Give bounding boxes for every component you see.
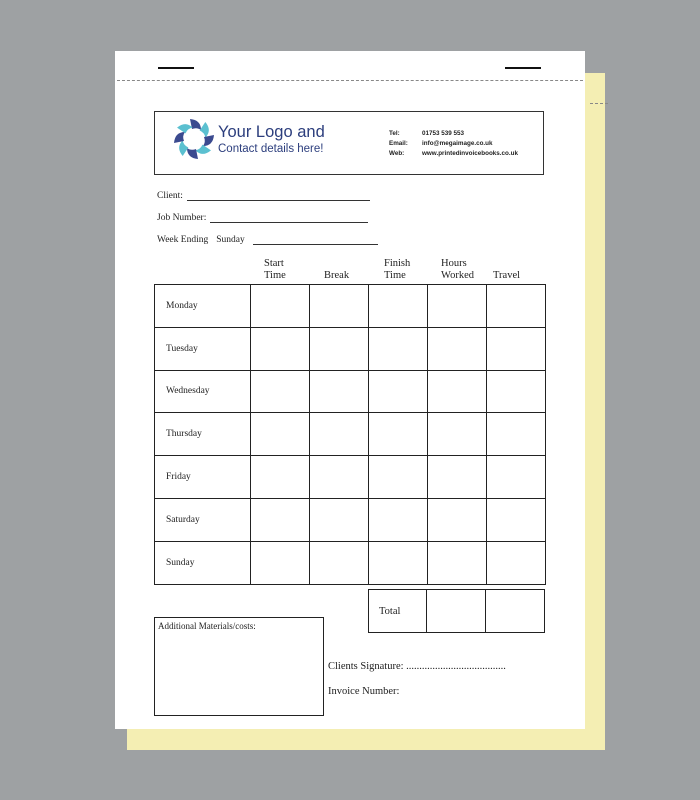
finish-time-cell[interactable] bbox=[369, 285, 428, 328]
binding-mark-right bbox=[505, 67, 541, 69]
finish-time-cell[interactable] bbox=[369, 370, 428, 413]
day-row-friday bbox=[155, 456, 546, 499]
finish-time-line2: Time bbox=[384, 270, 406, 281]
break-cell[interactable] bbox=[310, 327, 369, 370]
start-time-cell[interactable] bbox=[251, 327, 310, 370]
break-cell[interactable] bbox=[310, 413, 369, 456]
break-cell[interactable] bbox=[310, 456, 369, 499]
timesheet-page bbox=[115, 51, 585, 729]
day-label: Wednesday bbox=[155, 370, 251, 413]
total-label: Total bbox=[369, 590, 427, 633]
client-line bbox=[157, 191, 370, 201]
total-hours-cell[interactable] bbox=[427, 590, 486, 633]
day-row-monday bbox=[155, 285, 546, 328]
email-value: info@megaimage.co.uk bbox=[422, 140, 493, 147]
hours-worked-cell[interactable] bbox=[428, 498, 487, 541]
header-box bbox=[154, 111, 544, 175]
job-number-label: Job Number: bbox=[157, 213, 207, 223]
col-header-finish-time bbox=[384, 258, 410, 282]
day-label: Monday bbox=[155, 285, 251, 328]
additional-materials-label: Additional Materials/costs: bbox=[158, 621, 256, 631]
web-label: Web: bbox=[389, 150, 405, 157]
contact-row-email bbox=[389, 139, 518, 149]
travel-cell[interactable] bbox=[487, 413, 546, 456]
hours-worked-cell[interactable] bbox=[428, 413, 487, 456]
perforation-line bbox=[117, 80, 583, 81]
day-row-thursday bbox=[155, 413, 546, 456]
hours-worked-cell[interactable] bbox=[428, 285, 487, 328]
travel-cell[interactable] bbox=[487, 541, 546, 584]
start-time-cell[interactable] bbox=[251, 285, 310, 328]
start-time-cell[interactable] bbox=[251, 498, 310, 541]
hours-worked-line2: Worked bbox=[441, 270, 474, 281]
tel-label: Tel: bbox=[389, 130, 400, 137]
week-ending-line bbox=[157, 235, 378, 245]
logo-petal bbox=[174, 132, 185, 143]
additional-materials-box[interactable] bbox=[154, 617, 324, 716]
hours-worked-cell[interactable] bbox=[428, 541, 487, 584]
week-ending-field[interactable] bbox=[253, 235, 378, 245]
start-time-cell[interactable] bbox=[251, 413, 310, 456]
web-value: www.printedinvoicebooks.co.uk bbox=[422, 150, 518, 157]
day-row-wednesday bbox=[155, 370, 546, 413]
finish-time-cell[interactable] bbox=[369, 498, 428, 541]
day-row-sunday bbox=[155, 541, 546, 584]
col-header-hours-worked bbox=[441, 258, 474, 282]
finish-time-cell[interactable] bbox=[369, 541, 428, 584]
invoice-number-label: Invoice Number: bbox=[328, 686, 400, 697]
start-time-line2: Time bbox=[264, 270, 286, 281]
start-time-line1: Start bbox=[264, 258, 284, 269]
travel-cell[interactable] bbox=[487, 327, 546, 370]
finish-time-cell[interactable] bbox=[369, 413, 428, 456]
start-time-cell[interactable] bbox=[251, 456, 310, 499]
travel-cell[interactable] bbox=[487, 456, 546, 499]
start-time-cell[interactable] bbox=[251, 370, 310, 413]
col-header-travel: Travel bbox=[493, 270, 521, 281]
signature-line bbox=[328, 661, 506, 672]
day-label: Friday bbox=[155, 456, 251, 499]
timesheet-grid bbox=[154, 284, 546, 585]
day-label: Tuesday bbox=[155, 327, 251, 370]
finish-time-line1: Finish bbox=[384, 258, 411, 269]
finish-time-cell[interactable] bbox=[369, 327, 428, 370]
total-travel-cell[interactable] bbox=[486, 590, 545, 633]
col-header-start-time bbox=[264, 258, 286, 282]
week-ending-day: Sunday bbox=[216, 235, 245, 245]
logo-line-1: Your Logo and bbox=[218, 123, 325, 141]
logo-petal bbox=[190, 119, 201, 130]
total-row bbox=[368, 589, 545, 633]
client-field[interactable] bbox=[187, 191, 370, 201]
travel-cell[interactable] bbox=[487, 285, 546, 328]
break-cell[interactable] bbox=[310, 370, 369, 413]
logo-petal bbox=[175, 140, 191, 156]
day-row-saturday bbox=[155, 498, 546, 541]
contact-details bbox=[389, 129, 518, 159]
day-label: Thursday bbox=[155, 413, 251, 456]
hours-worked-cell[interactable] bbox=[428, 370, 487, 413]
day-label: Sunday bbox=[155, 541, 251, 584]
contact-row-web bbox=[389, 149, 518, 159]
logo-icon bbox=[171, 116, 217, 162]
job-number-line bbox=[157, 213, 368, 223]
travel-cell[interactable] bbox=[487, 370, 546, 413]
binding-mark-left bbox=[158, 67, 194, 69]
contact-row-tel bbox=[389, 129, 518, 139]
col-header-break: Break bbox=[324, 270, 350, 281]
week-ending-label: Week Ending bbox=[157, 235, 209, 245]
logo-line-2: Contact details here! bbox=[218, 143, 324, 155]
hours-worked-line1: Hours bbox=[441, 258, 467, 269]
email-label: Email: bbox=[389, 140, 408, 147]
logo-petal bbox=[198, 122, 214, 138]
job-number-field[interactable] bbox=[210, 213, 368, 223]
tel-value: 01753 539 553 bbox=[422, 130, 465, 137]
hours-worked-cell[interactable] bbox=[428, 327, 487, 370]
finish-time-cell[interactable] bbox=[369, 456, 428, 499]
logo-petal bbox=[195, 143, 211, 159]
break-cell[interactable] bbox=[310, 498, 369, 541]
logo-petal bbox=[203, 135, 214, 146]
logo-petal bbox=[177, 120, 193, 136]
carbon-copy-perforation bbox=[590, 103, 608, 104]
start-time-cell[interactable] bbox=[251, 541, 310, 584]
break-cell[interactable] bbox=[310, 541, 369, 584]
break-cell[interactable] bbox=[310, 285, 369, 328]
invoice-number-line bbox=[328, 686, 399, 697]
day-row-tuesday bbox=[155, 327, 546, 370]
signature-label: Clients Signature: bbox=[328, 661, 404, 672]
signature-field[interactable]: ...................................... bbox=[406, 661, 506, 672]
day-label: Saturday bbox=[155, 498, 251, 541]
client-label: Client: bbox=[157, 191, 183, 201]
hours-worked-cell[interactable] bbox=[428, 456, 487, 499]
travel-cell[interactable] bbox=[487, 498, 546, 541]
logo-petal bbox=[187, 148, 198, 159]
